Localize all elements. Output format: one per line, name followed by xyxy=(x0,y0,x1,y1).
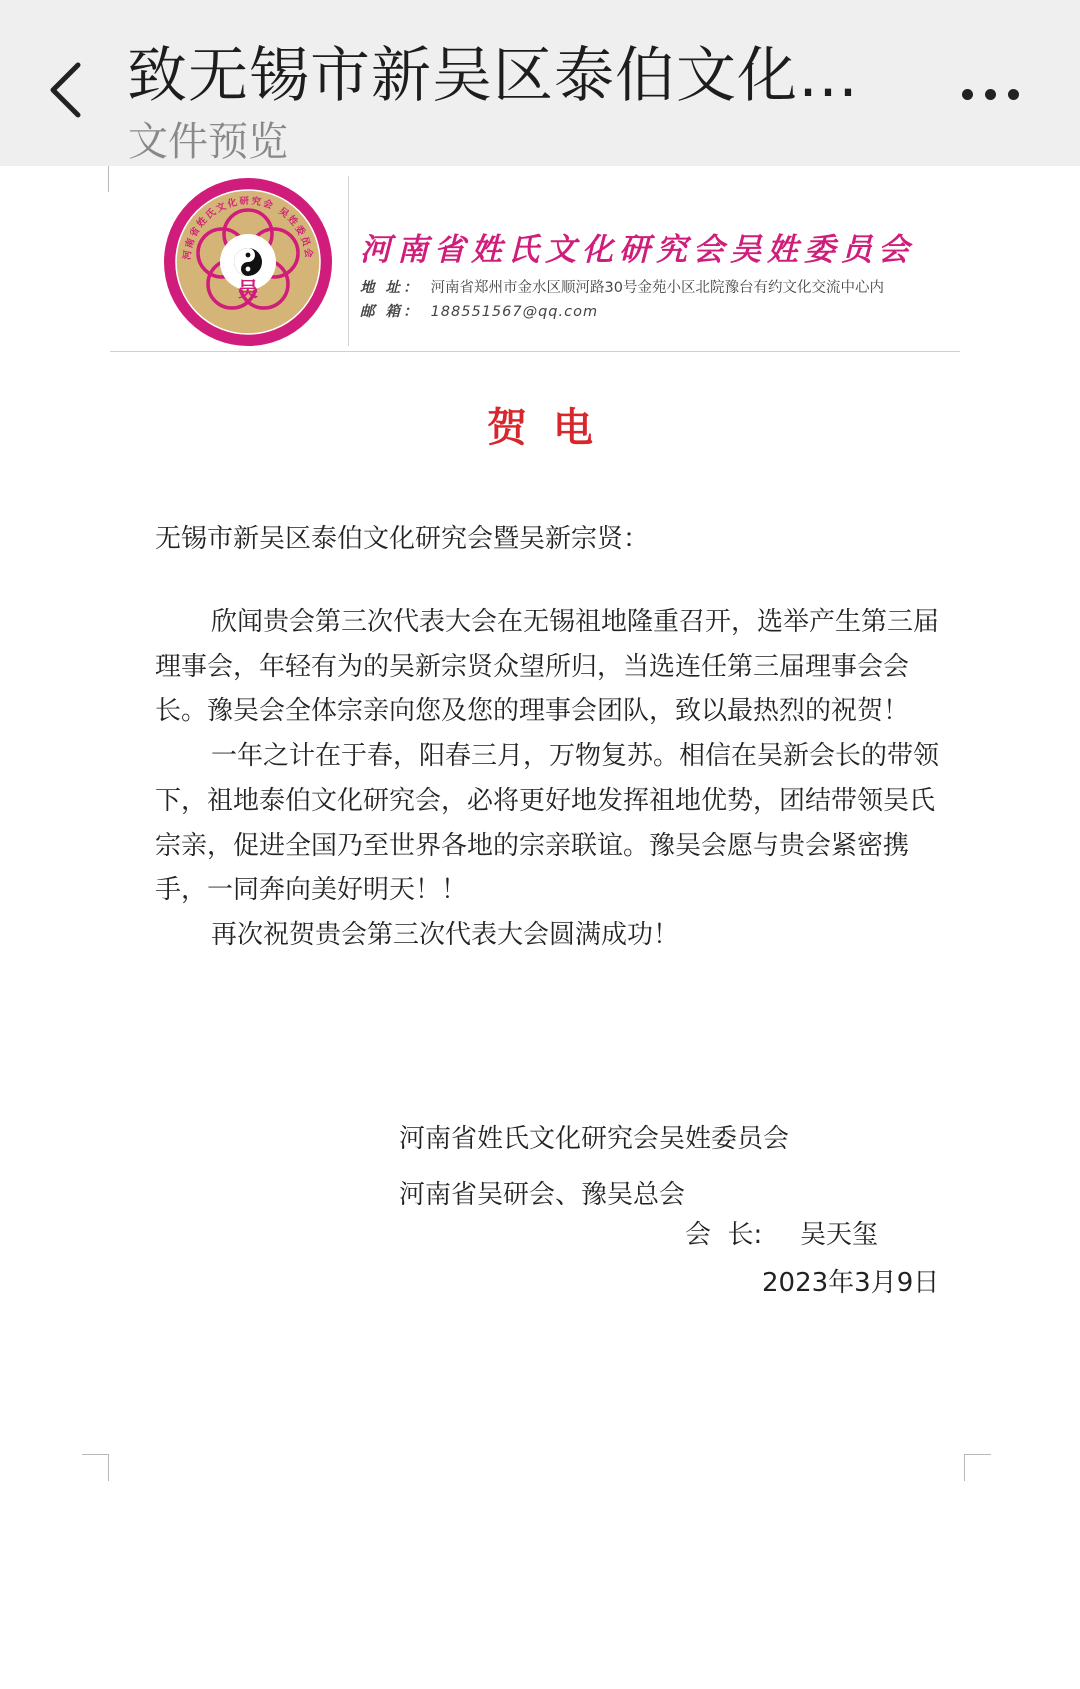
chevron-left-icon xyxy=(48,61,82,119)
dot-icon xyxy=(985,89,996,100)
signature-org1: 河南省姓氏文化研究会吴姓委员会 xyxy=(399,1124,790,1154)
email-label: 邮 箱： xyxy=(360,304,421,320)
letterhead-divider xyxy=(348,176,349,346)
letterhead-address xyxy=(360,276,884,297)
address-value: 河南省郑州市金水区顺河路30号金苑小区北院豫台有约文化交流中心内 xyxy=(430,280,885,296)
signature-date: 2023年3月9日 xyxy=(762,1268,940,1298)
page-corner-mark xyxy=(964,1454,991,1481)
more-options-button[interactable] xyxy=(955,74,1025,114)
seal-center-char: 吴 xyxy=(238,277,258,301)
page-corner-mark xyxy=(964,166,990,192)
dot-icon xyxy=(1008,89,1019,100)
association-seal-logo xyxy=(160,174,336,350)
signature-org2: 河南省吴研会、豫吴总会 xyxy=(399,1180,686,1210)
salutation: 无锡市新吴区泰伯文化研究会暨吴新宗贤： xyxy=(155,524,650,554)
paragraph: 欣闻贵会第三次代表大会在无锡祖地隆重召开，选举产生第三届理事会，年轻有为的吴新宗贤众望所归，当选连任第三届理事会会长。豫吴会全体宗亲向您及您的理事会团队，致以最热烈的祝贺！ xyxy=(155,607,940,727)
address-label: 地 址： xyxy=(360,280,421,296)
page-title: 致无锡市新吴区泰伯文化… xyxy=(127,41,859,111)
letterhead-email xyxy=(360,300,598,321)
page-subtitle: 文件预览 xyxy=(128,119,288,165)
letterhead-org-name: 河南省姓氏文化研究会吴姓委员会 xyxy=(360,232,915,268)
signature-role: 会 长: xyxy=(685,1220,763,1250)
page-corner-mark xyxy=(82,166,109,192)
paragraph: 再次祝贺贵会第三次代表大会圆满成功！ xyxy=(211,919,680,950)
document-title: 贺电 xyxy=(487,405,619,451)
letterhead xyxy=(160,174,960,349)
dot-icon xyxy=(962,89,973,100)
signature-name: 吴天玺 xyxy=(800,1220,879,1250)
email-value: 188551567@qq.com xyxy=(430,304,599,320)
page-corner-mark xyxy=(82,1454,109,1481)
back-button[interactable] xyxy=(40,55,90,125)
top-bar xyxy=(0,0,1080,166)
letterhead-rule xyxy=(110,351,960,352)
seal-text: 河南省姓氏文化研究会 吴姓委员会 xyxy=(181,195,315,261)
paragraph: 一年之计在于春，阳春三月，万物复苏。相信在吴新会长的带领下，祖地泰伯文化研究会，必将更好地发挥祖地优势，团结带领吴氏宗亲，促进全国乃至世界各地的宗亲联谊。豫吴会愿与贵会紧密携手，一同奔向美好明天！！ xyxy=(155,741,940,906)
letter-body xyxy=(155,600,955,958)
